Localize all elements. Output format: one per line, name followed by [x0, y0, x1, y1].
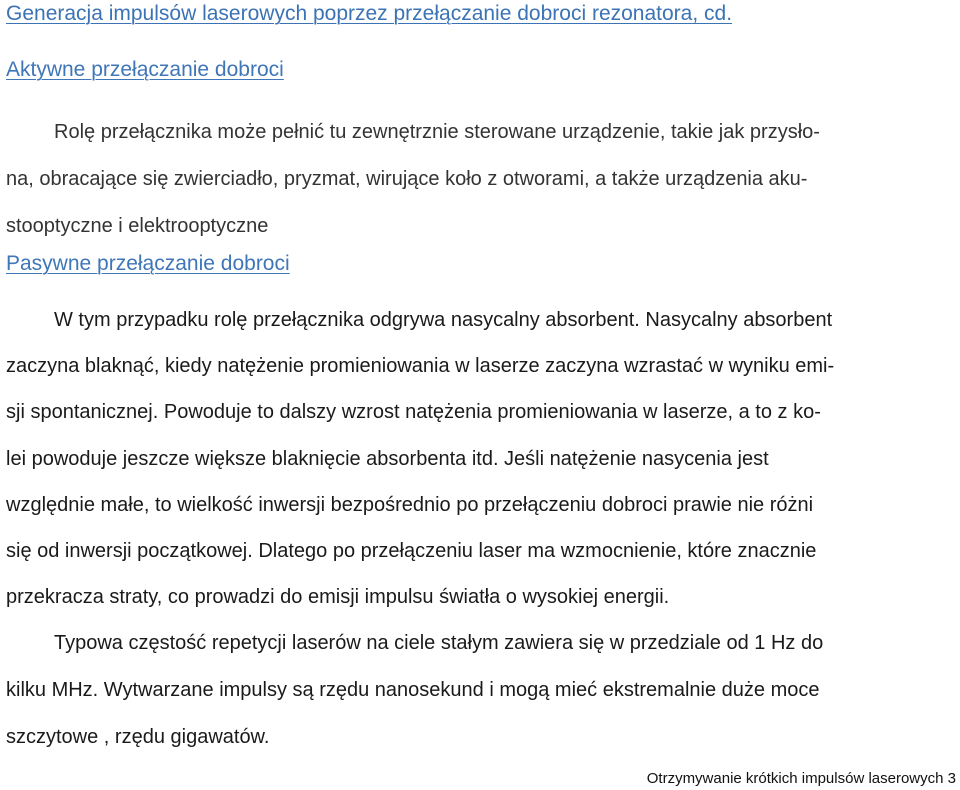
paragraph-line: się od inwersji początkowej. Dlatego po przełączeniu laser ma wzmocnienie, które znacznie	[6, 540, 817, 563]
section-heading-active-q-switching: Aktywne przełączanie dobroci	[6, 58, 284, 81]
paragraph-line: sji spontanicznej. Powoduje to dalszy wzrost natężenia promieniowania w laserze, a to z ko-	[6, 401, 821, 424]
paragraph-line: kilku MHz. Wytwarzane impulsy są rzędu nanosekund i mogą mieć ekstremalnie duże moce	[6, 679, 820, 701]
paragraph-line: szczytowe , rzędu gigawatów.	[6, 726, 270, 748]
paragraph-line: stooptyczne i elektrooptyczne	[6, 215, 269, 237]
section-heading-passive-q-switching: Pasywne przełączanie dobroci	[6, 252, 290, 275]
paragraph-line: zaczyna blaknąć, kiedy natężenie promieniowania w laserze zaczyna wzrastać w wyniku emi-	[6, 355, 835, 378]
paragraph-line: lei powoduje jeszcze większe blaknięcie absorbenta itd. Jeśli natężenie nasycenia jest	[6, 447, 769, 470]
page-footer: Otrzymywanie krótkich impulsów laserowych 3	[646, 770, 956, 787]
paragraph-line: względnie małe, to wielkość inwersji bezpośrednio po przełączeniu dobroci prawie nie różni	[6, 493, 814, 516]
paragraph-passive-q-switching	[6, 297, 950, 620]
paragraph-line: Rolę przełącznika może pełnić tu zewnętrznie sterowane urządzenie, takie jak przysło-	[54, 121, 820, 143]
paragraph-repetition-rate	[6, 620, 950, 761]
paragraph-active-q-switching	[6, 109, 950, 250]
page-title: Generacja impulsów laserowych poprzez przełączanie dobroci rezonatora, cd.	[6, 2, 733, 25]
paragraph-line: W tym przypadku rolę przełącznika odgrywa nasycalny absorbent. Nasycalny absorbent	[54, 309, 833, 331]
paragraph-line: na, obracające się zwierciadło, pryzmat, wirujące koło z otworami, a także urządzenia aku-	[6, 168, 808, 190]
paragraph-line: przekracza straty, co prowadzi do emisji impulsu światła o wysokiej energii.	[6, 586, 670, 609]
paragraph-line: Typowa częstość repetycji laserów na ciele stałym zawiera się w przedziale od 1 Hz do	[54, 632, 824, 654]
